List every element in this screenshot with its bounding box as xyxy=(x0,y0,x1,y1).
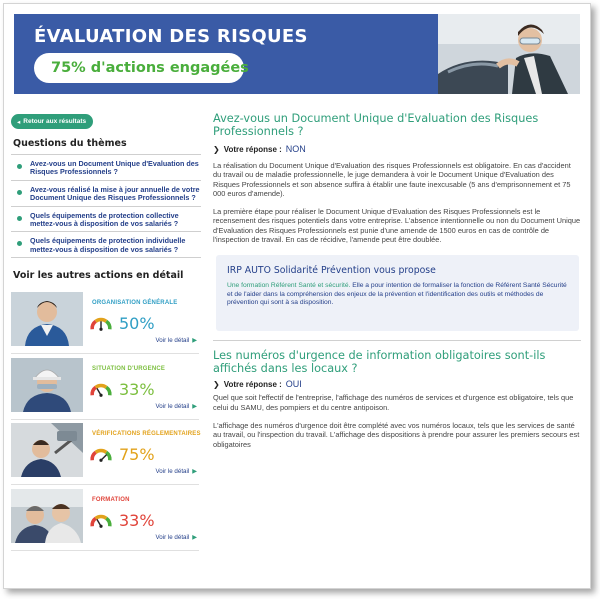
action-card-organisation xyxy=(11,292,199,354)
card-percent: 50% xyxy=(119,314,155,333)
detail-link-label: Voir le détail xyxy=(155,402,190,410)
gauge-icon xyxy=(89,513,113,528)
worker-photo xyxy=(11,423,83,477)
action-card-urgence xyxy=(11,358,199,420)
paragraph: L'affichage des numéros d'urgence doit être complété avec vos numéros locaux, tels que les services de santé au travail, ou l'inspection du travail. L'affichage des dispositions à prendre pour assurer les premiers secours est obligatoires xyxy=(213,420,580,449)
chevron-right-icon: ❯ xyxy=(213,144,220,154)
action-card-verifications xyxy=(11,423,199,485)
paragraph: La première étape pour réaliser le Document Unique d'Evaluation des Risques Professionnels est le recensement des risques potentiels dans votre entreprise. L'absence intentionnelle ou non du Document Unique d'Evaluation des Risques Professionnels est punie d'une amende de 1500 euros en cas de contrôle de l'inspection de travail. En cas de récidive, l'amende peut être doublée. xyxy=(213,207,581,245)
chevron-right-icon: ❯ xyxy=(213,379,220,389)
proposal-text xyxy=(227,282,569,307)
answer-value: OUI xyxy=(285,379,302,390)
answer-row xyxy=(213,144,581,154)
progress-text: 75% d'actions engagées xyxy=(51,60,249,76)
question-list xyxy=(11,154,201,258)
gauge-icon xyxy=(89,382,113,397)
gauge-icon xyxy=(89,316,113,331)
answer-value: NON xyxy=(285,144,306,154)
card-label: SITUATION D'URGENCE xyxy=(92,365,166,372)
card-percent: 75% xyxy=(119,445,155,464)
proposal-link[interactable]: Une formation Référent Santé et sécurité. xyxy=(227,282,351,290)
proposal-body: Elle a pour intention de formaliser la fonction de Référent Santé Sécurité et de l'aider dans la compréhension des enjeux de la prévention et l'identification des outils et méthodes de prévention qui sont à sa disposition. xyxy=(227,282,567,306)
main-content xyxy=(213,112,581,449)
divider xyxy=(213,340,581,341)
question-link-3[interactable]: Quels équipements de protection collective mettez-vous à disposition de vos salariés ? xyxy=(11,206,201,232)
detail-link[interactable] xyxy=(156,403,197,410)
header-banner xyxy=(14,14,580,94)
detail-link-label: Voir le détail xyxy=(155,337,190,344)
page xyxy=(3,3,591,589)
play-arrow-icon: ▶ xyxy=(192,337,197,344)
chevron-left-icon: ◂ xyxy=(17,118,21,126)
card-percent: 33% xyxy=(119,510,155,530)
worker-photo xyxy=(11,292,83,346)
question-link-2[interactable]: Avez-vous réalisé la mise à jour annuelle de votre Document Unique des Risques Professionnels ? xyxy=(11,180,201,206)
card-label: FORMATION xyxy=(92,496,130,503)
answer-label: Votre réponse : xyxy=(223,144,282,154)
detail-link[interactable] xyxy=(156,468,197,475)
proposal-box xyxy=(216,255,579,331)
question-title: Avez-vous un Document Unique d'Evaluation des Risques Professionnels ? xyxy=(213,112,539,138)
page-title: ÉVALUATION DES RISQUES xyxy=(34,26,308,47)
proposal-title: IRP AUTO Solidarité Prévention vous propose xyxy=(227,265,436,277)
question-link-1[interactable]: Avez-vous un Document Unique d'Evaluation des Risques Professionnels ? xyxy=(11,154,201,180)
worker-photo xyxy=(11,489,83,543)
play-arrow-icon: ▶ xyxy=(192,533,197,541)
detail-link[interactable] xyxy=(156,337,197,344)
answer-label: Votre réponse : xyxy=(223,379,282,389)
answer-row xyxy=(213,379,581,389)
paragraph: Quel que soit l'effectif de l'entreprise, l'affichage des numéros de services et d'urgence est obligatoire, tels que celui du SAMU, des pompiers et du centre antipoison. xyxy=(213,393,574,412)
questions-heading: Questions du thèmes xyxy=(13,138,127,149)
card-percent: 33% xyxy=(119,379,155,399)
detail-link-label: Voir le détail xyxy=(155,533,190,541)
card-label: VÉRIFICATIONS RÉGLEMENTAIRES xyxy=(92,431,201,437)
question-title: Les numéros d'urgence de information obligatoires sont-ils affichés dans les locaux ? xyxy=(213,349,546,376)
other-actions-heading: Voir les autres actions en détail xyxy=(13,270,184,281)
back-button-label: Retour aux résultats xyxy=(23,118,87,125)
progress-pill xyxy=(34,53,249,83)
action-card-formation xyxy=(11,489,199,551)
action-cards xyxy=(11,292,199,554)
detail-link[interactable] xyxy=(156,534,197,541)
mechanic-photo xyxy=(438,14,580,94)
play-arrow-icon: ▶ xyxy=(192,402,197,410)
worker-photo xyxy=(11,358,83,412)
card-label: ORGANISATION GÉNÉRALE xyxy=(92,300,178,306)
detail-link-label: Voir le détail xyxy=(155,468,190,475)
play-arrow-icon: ▶ xyxy=(192,468,197,475)
question-link-4[interactable]: Quels équipements de protection individuelle mettez-vous à disposition de vos salariés ? xyxy=(11,231,201,258)
paragraph: La réalisation du Document Unique d'Evaluation des risques Professionnels est obligatoire. En cas d'accident du travail ou de maladie professionnelle, le juge demandera à voir le Document Unique d'Evaluation des Risques Professionnels et son absence suffira à établir une faute inexcusable (5 ans d'emprisonnement et 75 000 euros d'amende). xyxy=(213,161,571,198)
gauge-icon xyxy=(89,447,113,462)
back-to-results-button[interactable] xyxy=(11,114,93,129)
